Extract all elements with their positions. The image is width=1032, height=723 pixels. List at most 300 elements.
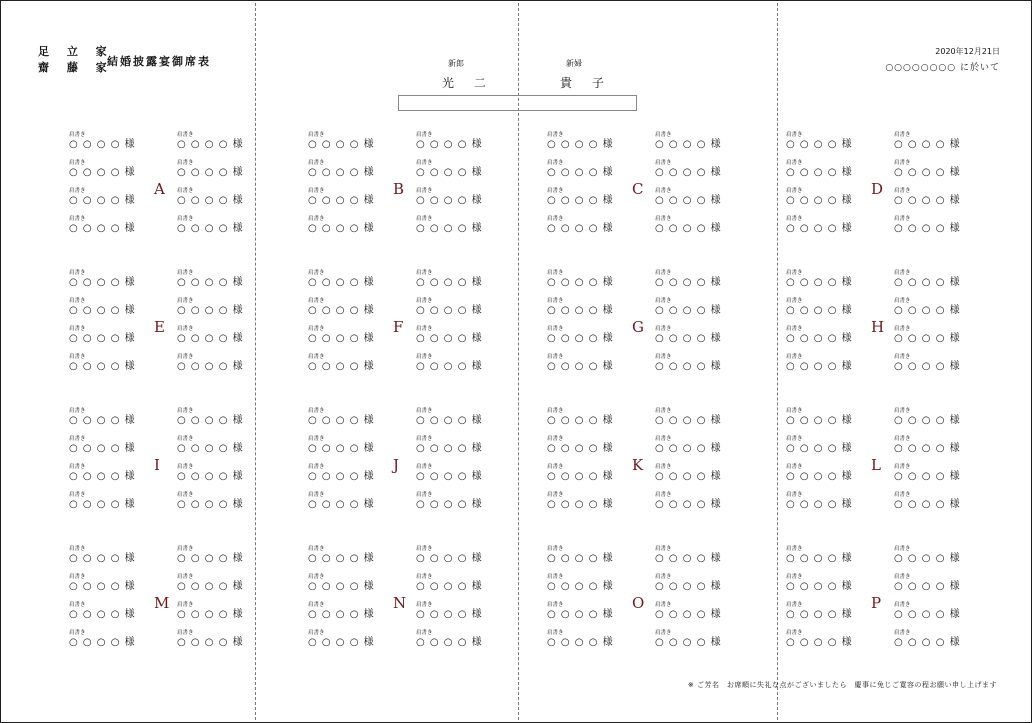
guest-title-label: 肩書き bbox=[655, 408, 672, 414]
guest-title-label: 肩書き bbox=[786, 298, 803, 304]
guest-title-label: 肩書き bbox=[547, 408, 564, 414]
guest-title-label: 肩書き bbox=[308, 354, 325, 360]
guest-name: ○ ○ ○ ○ 様 bbox=[416, 305, 483, 316]
wedding-date: 2020年12月21日 bbox=[935, 47, 1000, 56]
guest-title-label: 肩書き bbox=[69, 464, 86, 470]
guest-name: ○ ○ ○ ○ 様 bbox=[894, 609, 961, 620]
guest-name: ○ ○ ○ ○ 様 bbox=[786, 223, 853, 234]
guest-seat bbox=[177, 630, 247, 654]
guest-title-label: 肩書き bbox=[786, 160, 803, 166]
guest-title-label: 肩書き bbox=[655, 188, 672, 194]
guest-seat bbox=[547, 464, 617, 488]
guest-name: ○ ○ ○ ○ 様 bbox=[786, 471, 853, 482]
guest-name: ○ ○ ○ ○ 様 bbox=[177, 471, 244, 482]
guest-seat bbox=[177, 602, 247, 626]
guest-seat bbox=[655, 574, 725, 598]
table-letter: O bbox=[632, 594, 645, 612]
guest-name: ○ ○ ○ ○ 様 bbox=[547, 361, 614, 372]
guest-seat bbox=[177, 216, 247, 240]
guest-seat bbox=[894, 132, 964, 156]
guest-seat bbox=[655, 492, 725, 516]
guest-seat bbox=[177, 436, 247, 460]
guest-name: ○ ○ ○ ○ 様 bbox=[547, 553, 614, 564]
guest-title-label: 肩書き bbox=[416, 270, 433, 276]
guest-title-label: 肩書き bbox=[308, 216, 325, 222]
guest-title-label: 肩書き bbox=[786, 188, 803, 194]
bride-name: 貴 子 bbox=[560, 76, 612, 90]
table-letter: H bbox=[871, 318, 885, 336]
guest-seat bbox=[416, 160, 486, 184]
guest-title-label: 肩書き bbox=[655, 630, 672, 636]
guest-title-label: 肩書き bbox=[547, 436, 564, 442]
guest-seat bbox=[786, 464, 856, 488]
guest-name: ○ ○ ○ ○ 様 bbox=[177, 333, 244, 344]
guest-seat bbox=[177, 574, 247, 598]
guest-title-label: 肩書き bbox=[547, 326, 564, 332]
guest-title-label: 肩書き bbox=[308, 436, 325, 442]
guest-name: ○ ○ ○ ○ 様 bbox=[655, 415, 722, 426]
guest-seat bbox=[69, 160, 139, 184]
guest-title-label: 肩書き bbox=[177, 354, 194, 360]
column-divider bbox=[255, 3, 256, 720]
guest-title-label: 肩書き bbox=[655, 436, 672, 442]
guest-seat bbox=[786, 188, 856, 212]
table-letter: C bbox=[632, 180, 644, 198]
guest-name: ○ ○ ○ ○ 様 bbox=[894, 415, 961, 426]
guest-name: ○ ○ ○ ○ 様 bbox=[894, 333, 961, 344]
bride-label: 新婦 bbox=[566, 59, 582, 68]
guest-seat bbox=[308, 354, 378, 378]
head-table-box bbox=[398, 95, 637, 111]
guest-title-label: 肩書き bbox=[547, 574, 564, 580]
guest-name: ○ ○ ○ ○ 様 bbox=[69, 415, 136, 426]
guest-seat bbox=[308, 188, 378, 212]
table-letter: F bbox=[393, 318, 404, 336]
guest-name: ○ ○ ○ ○ 様 bbox=[894, 553, 961, 564]
guest-title-label: 肩書き bbox=[547, 132, 564, 138]
guest-name: ○ ○ ○ ○ 様 bbox=[177, 223, 244, 234]
guest-name: ○ ○ ○ ○ 様 bbox=[69, 553, 136, 564]
guest-seat bbox=[655, 408, 725, 432]
guest-name: ○ ○ ○ ○ 様 bbox=[416, 333, 483, 344]
guest-name: ○ ○ ○ ○ 様 bbox=[69, 305, 136, 316]
guest-title-label: 肩書き bbox=[894, 354, 911, 360]
guest-name: ○ ○ ○ ○ 様 bbox=[416, 581, 483, 592]
guest-seat bbox=[177, 188, 247, 212]
guest-title-label: 肩書き bbox=[308, 492, 325, 498]
guest-title-label: 肩書き bbox=[69, 216, 86, 222]
guest-name: ○ ○ ○ ○ 様 bbox=[69, 223, 136, 234]
guest-title-label: 肩書き bbox=[894, 298, 911, 304]
guest-title-label: 肩書き bbox=[308, 408, 325, 414]
guest-name: ○ ○ ○ ○ 様 bbox=[69, 195, 136, 206]
guest-seat bbox=[308, 160, 378, 184]
guest-name: ○ ○ ○ ○ 様 bbox=[894, 167, 961, 178]
guest-name: ○ ○ ○ ○ 様 bbox=[547, 139, 614, 150]
guest-seat bbox=[786, 436, 856, 460]
guest-seat bbox=[308, 216, 378, 240]
guest-seat bbox=[69, 436, 139, 460]
guest-name: ○ ○ ○ ○ 様 bbox=[894, 637, 961, 648]
guest-title-label: 肩書き bbox=[547, 160, 564, 166]
guest-title-label: 肩書き bbox=[416, 326, 433, 332]
guest-name: ○ ○ ○ ○ 様 bbox=[308, 305, 375, 316]
guest-seat bbox=[547, 546, 617, 570]
table-letter: D bbox=[871, 180, 884, 198]
guest-title-label: 肩書き bbox=[308, 270, 325, 276]
guest-title-label: 肩書き bbox=[69, 574, 86, 580]
guest-seat bbox=[416, 298, 486, 322]
guest-seat bbox=[547, 270, 617, 294]
guest-title-label: 肩書き bbox=[177, 298, 194, 304]
guest-name: ○ ○ ○ ○ 様 bbox=[894, 443, 961, 454]
guest-title-label: 肩書き bbox=[416, 132, 433, 138]
guest-seat bbox=[416, 132, 486, 156]
guest-seat bbox=[308, 602, 378, 626]
guest-seat bbox=[786, 132, 856, 156]
guest-title-label: 肩書き bbox=[894, 574, 911, 580]
guest-title-label: 肩書き bbox=[177, 630, 194, 636]
guest-name: ○ ○ ○ ○ 様 bbox=[547, 499, 614, 510]
guest-name: ○ ○ ○ ○ 様 bbox=[786, 361, 853, 372]
guest-seat bbox=[655, 298, 725, 322]
guest-title-label: 肩書き bbox=[547, 216, 564, 222]
document-title: 結婚披露宴御席表 bbox=[107, 55, 211, 68]
guest-seat bbox=[894, 216, 964, 240]
guest-seat bbox=[177, 132, 247, 156]
guest-seat bbox=[416, 216, 486, 240]
guest-name: ○ ○ ○ ○ 様 bbox=[308, 499, 375, 510]
guest-title-label: 肩書き bbox=[69, 298, 86, 304]
guest-name: ○ ○ ○ ○ 様 bbox=[416, 167, 483, 178]
guest-title-label: 肩書き bbox=[416, 464, 433, 470]
guest-name: ○ ○ ○ ○ 様 bbox=[69, 581, 136, 592]
guest-name: ○ ○ ○ ○ 様 bbox=[655, 167, 722, 178]
guest-name: ○ ○ ○ ○ 様 bbox=[655, 139, 722, 150]
guest-seat bbox=[177, 354, 247, 378]
guest-title-label: 肩書き bbox=[786, 492, 803, 498]
guest-seat bbox=[416, 188, 486, 212]
guest-name: ○ ○ ○ ○ 様 bbox=[308, 443, 375, 454]
guest-seat bbox=[416, 630, 486, 654]
guest-title-label: 肩書き bbox=[655, 574, 672, 580]
guest-seat bbox=[894, 436, 964, 460]
guest-name: ○ ○ ○ ○ 様 bbox=[308, 167, 375, 178]
guest-title-label: 肩書き bbox=[69, 630, 86, 636]
guest-seat bbox=[547, 132, 617, 156]
groom-label: 新郎 bbox=[448, 59, 464, 68]
guest-title-label: 肩書き bbox=[786, 326, 803, 332]
guest-name: ○ ○ ○ ○ 様 bbox=[894, 581, 961, 592]
guest-title-label: 肩書き bbox=[786, 630, 803, 636]
guest-title-label: 肩書き bbox=[786, 354, 803, 360]
guest-seat bbox=[894, 492, 964, 516]
guest-name: ○ ○ ○ ○ 様 bbox=[786, 167, 853, 178]
guest-seat bbox=[786, 326, 856, 350]
guest-seat bbox=[894, 630, 964, 654]
guest-title-label: 肩書き bbox=[416, 436, 433, 442]
guest-title-label: 肩書き bbox=[786, 602, 803, 608]
guest-title-label: 肩書き bbox=[547, 630, 564, 636]
guest-seat bbox=[547, 298, 617, 322]
guest-title-label: 肩書き bbox=[655, 354, 672, 360]
guest-name: ○ ○ ○ ○ 様 bbox=[547, 223, 614, 234]
guest-name: ○ ○ ○ ○ 様 bbox=[786, 443, 853, 454]
guest-name: ○ ○ ○ ○ 様 bbox=[655, 471, 722, 482]
guest-seat bbox=[308, 546, 378, 570]
guest-name: ○ ○ ○ ○ 様 bbox=[177, 277, 244, 288]
guest-seat bbox=[308, 408, 378, 432]
guest-name: ○ ○ ○ ○ 様 bbox=[308, 277, 375, 288]
guest-seat bbox=[177, 464, 247, 488]
guest-name: ○ ○ ○ ○ 様 bbox=[547, 581, 614, 592]
guest-name: ○ ○ ○ ○ 様 bbox=[69, 443, 136, 454]
guest-title-label: 肩書き bbox=[308, 602, 325, 608]
guest-name: ○ ○ ○ ○ 様 bbox=[786, 553, 853, 564]
guest-seat bbox=[547, 492, 617, 516]
guest-seat bbox=[655, 546, 725, 570]
guest-title-label: 肩書き bbox=[308, 464, 325, 470]
guest-name: ○ ○ ○ ○ 様 bbox=[655, 443, 722, 454]
guest-name: ○ ○ ○ ○ 様 bbox=[655, 637, 722, 648]
guest-name: ○ ○ ○ ○ 様 bbox=[177, 361, 244, 372]
guest-name: ○ ○ ○ ○ 様 bbox=[547, 195, 614, 206]
guest-name: ○ ○ ○ ○ 様 bbox=[786, 333, 853, 344]
guest-name: ○ ○ ○ ○ 様 bbox=[69, 139, 136, 150]
guest-title-label: 肩書き bbox=[177, 408, 194, 414]
guest-title-label: 肩書き bbox=[786, 132, 803, 138]
guest-seat bbox=[69, 326, 139, 350]
guest-seat bbox=[308, 492, 378, 516]
guest-title-label: 肩書き bbox=[308, 160, 325, 166]
guest-name: ○ ○ ○ ○ 様 bbox=[416, 443, 483, 454]
guest-title-label: 肩書き bbox=[177, 132, 194, 138]
guest-title-label: 肩書き bbox=[177, 546, 194, 552]
guest-name: ○ ○ ○ ○ 様 bbox=[416, 277, 483, 288]
guest-seat bbox=[894, 298, 964, 322]
guest-name: ○ ○ ○ ○ 様 bbox=[308, 553, 375, 564]
guest-name: ○ ○ ○ ○ 様 bbox=[894, 223, 961, 234]
guest-title-label: 肩書き bbox=[547, 492, 564, 498]
guest-name: ○ ○ ○ ○ 様 bbox=[655, 581, 722, 592]
venue-name: ○○○○○○○○ に於いて bbox=[885, 63, 1000, 73]
guest-name: ○ ○ ○ ○ 様 bbox=[894, 305, 961, 316]
guest-title-label: 肩書き bbox=[177, 464, 194, 470]
guest-title-label: 肩書き bbox=[894, 492, 911, 498]
guest-seat bbox=[69, 602, 139, 626]
guest-seat bbox=[177, 270, 247, 294]
guest-name: ○ ○ ○ ○ 様 bbox=[416, 195, 483, 206]
guest-title-label: 肩書き bbox=[894, 546, 911, 552]
guest-name: ○ ○ ○ ○ 様 bbox=[894, 195, 961, 206]
guest-title-label: 肩書き bbox=[547, 298, 564, 304]
guest-name: ○ ○ ○ ○ 様 bbox=[177, 167, 244, 178]
guest-name: ○ ○ ○ ○ 様 bbox=[177, 415, 244, 426]
guest-title-label: 肩書き bbox=[69, 408, 86, 414]
guest-title-label: 肩書き bbox=[786, 408, 803, 414]
guest-seat bbox=[655, 602, 725, 626]
guest-title-label: 肩書き bbox=[894, 270, 911, 276]
guest-seat bbox=[655, 160, 725, 184]
guest-seat bbox=[177, 408, 247, 432]
guest-name: ○ ○ ○ ○ 様 bbox=[416, 471, 483, 482]
guest-name: ○ ○ ○ ○ 様 bbox=[786, 637, 853, 648]
guest-name: ○ ○ ○ ○ 様 bbox=[177, 443, 244, 454]
guest-name: ○ ○ ○ ○ 様 bbox=[655, 223, 722, 234]
guest-title-label: 肩書き bbox=[655, 132, 672, 138]
guest-seat bbox=[177, 546, 247, 570]
guest-name: ○ ○ ○ ○ 様 bbox=[416, 499, 483, 510]
guest-seat bbox=[177, 298, 247, 322]
guest-seat bbox=[655, 464, 725, 488]
guest-title-label: 肩書き bbox=[547, 602, 564, 608]
guest-title-label: 肩書き bbox=[894, 216, 911, 222]
guest-title-label: 肩書き bbox=[786, 546, 803, 552]
guest-title-label: 肩書き bbox=[655, 602, 672, 608]
guest-name: ○ ○ ○ ○ 様 bbox=[547, 471, 614, 482]
guest-seat bbox=[894, 464, 964, 488]
guest-name: ○ ○ ○ ○ 様 bbox=[69, 499, 136, 510]
guest-seat bbox=[786, 546, 856, 570]
guest-name: ○ ○ ○ ○ 様 bbox=[416, 609, 483, 620]
guest-seat bbox=[786, 298, 856, 322]
guest-name: ○ ○ ○ ○ 様 bbox=[547, 443, 614, 454]
guest-title-label: 肩書き bbox=[786, 436, 803, 442]
guest-seat bbox=[786, 492, 856, 516]
guest-name: ○ ○ ○ ○ 様 bbox=[308, 333, 375, 344]
guest-name: ○ ○ ○ ○ 様 bbox=[416, 637, 483, 648]
table-letter: N bbox=[393, 594, 407, 612]
guest-name: ○ ○ ○ ○ 様 bbox=[308, 195, 375, 206]
guest-seat bbox=[894, 602, 964, 626]
guest-name: ○ ○ ○ ○ 様 bbox=[308, 609, 375, 620]
guest-title-label: 肩書き bbox=[786, 270, 803, 276]
guest-name: ○ ○ ○ ○ 様 bbox=[547, 277, 614, 288]
guest-seat bbox=[786, 160, 856, 184]
guest-seat bbox=[308, 630, 378, 654]
guest-title-label: 肩書き bbox=[416, 546, 433, 552]
guest-name: ○ ○ ○ ○ 様 bbox=[177, 581, 244, 592]
guest-title-label: 肩書き bbox=[308, 132, 325, 138]
groom-name: 光 二 bbox=[442, 76, 494, 90]
guest-seat bbox=[416, 492, 486, 516]
guest-name: ○ ○ ○ ○ 様 bbox=[69, 637, 136, 648]
guest-title-label: 肩書き bbox=[177, 436, 194, 442]
guest-seat bbox=[655, 436, 725, 460]
guest-name: ○ ○ ○ ○ 様 bbox=[786, 499, 853, 510]
guest-seat bbox=[69, 270, 139, 294]
table-letter: J bbox=[393, 456, 400, 474]
guest-name: ○ ○ ○ ○ 様 bbox=[308, 581, 375, 592]
guest-seat bbox=[547, 160, 617, 184]
guest-seat bbox=[416, 326, 486, 350]
guest-seat bbox=[69, 188, 139, 212]
guest-title-label: 肩書き bbox=[655, 298, 672, 304]
guest-name: ○ ○ ○ ○ 様 bbox=[655, 333, 722, 344]
guest-seat bbox=[786, 602, 856, 626]
guest-title-label: 肩書き bbox=[177, 270, 194, 276]
guest-title-label: 肩書き bbox=[416, 408, 433, 414]
guest-seat bbox=[655, 270, 725, 294]
guest-seat bbox=[894, 354, 964, 378]
guest-title-label: 肩書き bbox=[547, 464, 564, 470]
guest-title-label: 肩書き bbox=[308, 326, 325, 332]
guest-title-label: 肩書き bbox=[69, 270, 86, 276]
guest-title-label: 肩書き bbox=[547, 270, 564, 276]
family-name: 足 立 家 bbox=[38, 45, 114, 58]
guest-name: ○ ○ ○ ○ 様 bbox=[69, 471, 136, 482]
guest-seat bbox=[308, 298, 378, 322]
guest-title-label: 肩書き bbox=[416, 216, 433, 222]
guest-title-label: 肩書き bbox=[655, 160, 672, 166]
guest-title-label: 肩書き bbox=[655, 492, 672, 498]
guest-title-label: 肩書き bbox=[894, 188, 911, 194]
guest-seat bbox=[308, 436, 378, 460]
guest-title-label: 肩書き bbox=[308, 546, 325, 552]
guest-name: ○ ○ ○ ○ 様 bbox=[177, 195, 244, 206]
guest-seat bbox=[416, 436, 486, 460]
guest-seat bbox=[416, 464, 486, 488]
guest-title-label: 肩書き bbox=[416, 492, 433, 498]
guest-name: ○ ○ ○ ○ 様 bbox=[177, 637, 244, 648]
guest-name: ○ ○ ○ ○ 様 bbox=[655, 305, 722, 316]
guest-seat bbox=[177, 160, 247, 184]
table-letter: P bbox=[871, 594, 882, 612]
guest-title-label: 肩書き bbox=[655, 270, 672, 276]
table-letter: L bbox=[871, 456, 881, 474]
guest-title-label: 肩書き bbox=[177, 326, 194, 332]
guest-name: ○ ○ ○ ○ 様 bbox=[786, 415, 853, 426]
guest-seat bbox=[786, 270, 856, 294]
guest-seat bbox=[655, 216, 725, 240]
guest-seat bbox=[177, 326, 247, 350]
guest-name: ○ ○ ○ ○ 様 bbox=[655, 277, 722, 288]
guest-name: ○ ○ ○ ○ 様 bbox=[416, 553, 483, 564]
guest-seat bbox=[894, 326, 964, 350]
guest-name: ○ ○ ○ ○ 様 bbox=[308, 637, 375, 648]
guest-title-label: 肩書き bbox=[308, 630, 325, 636]
guest-title-label: 肩書き bbox=[655, 464, 672, 470]
guest-seat bbox=[547, 216, 617, 240]
guest-seat bbox=[894, 160, 964, 184]
guest-name: ○ ○ ○ ○ 様 bbox=[69, 333, 136, 344]
guest-title-label: 肩書き bbox=[416, 298, 433, 304]
guest-seat bbox=[547, 408, 617, 432]
guest-name: ○ ○ ○ ○ 様 bbox=[177, 609, 244, 620]
guest-seat bbox=[786, 354, 856, 378]
guest-title-label: 肩書き bbox=[894, 326, 911, 332]
guest-seat bbox=[308, 270, 378, 294]
guest-seat bbox=[69, 630, 139, 654]
guest-name: ○ ○ ○ ○ 様 bbox=[308, 361, 375, 372]
guest-name: ○ ○ ○ ○ 様 bbox=[655, 361, 722, 372]
guest-name: ○ ○ ○ ○ 様 bbox=[547, 415, 614, 426]
guest-title-label: 肩書き bbox=[894, 436, 911, 442]
guest-seat bbox=[69, 546, 139, 570]
guest-title-label: 肩書き bbox=[894, 132, 911, 138]
guest-name: ○ ○ ○ ○ 様 bbox=[655, 609, 722, 620]
guest-title-label: 肩書き bbox=[308, 574, 325, 580]
guest-seat bbox=[547, 188, 617, 212]
guest-title-label: 肩書き bbox=[177, 574, 194, 580]
table-letter: M bbox=[154, 594, 170, 612]
guest-seat bbox=[416, 408, 486, 432]
guest-name: ○ ○ ○ ○ 様 bbox=[655, 553, 722, 564]
guest-name: ○ ○ ○ ○ 様 bbox=[655, 195, 722, 206]
guest-title-label: 肩書き bbox=[894, 408, 911, 414]
guest-name: ○ ○ ○ ○ 様 bbox=[547, 167, 614, 178]
guest-title-label: 肩書き bbox=[177, 216, 194, 222]
